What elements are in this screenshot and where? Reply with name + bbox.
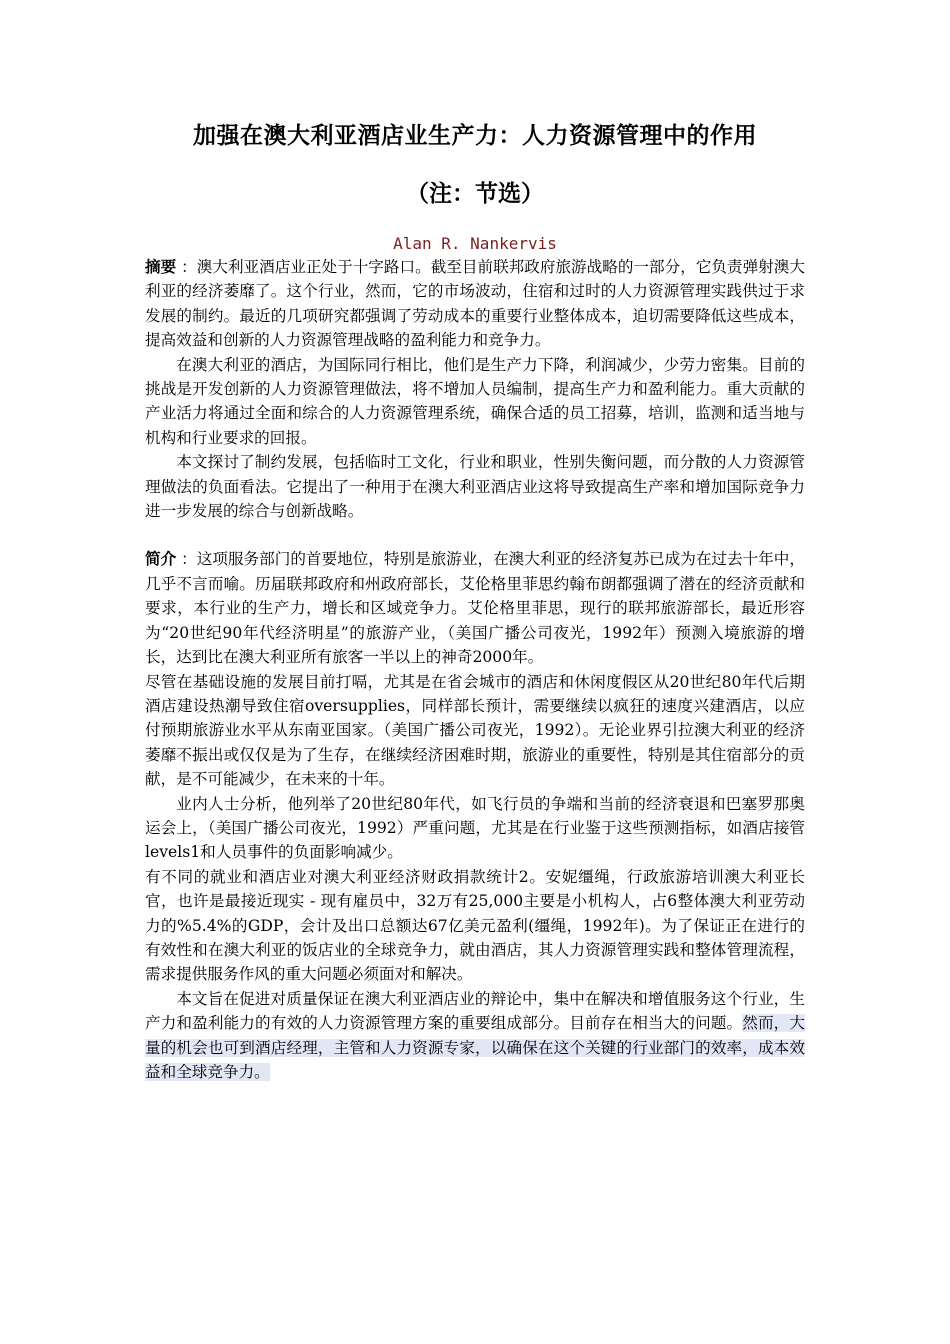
document-title: 加强在澳大利亚酒店业生产力：人力资源管理中的作用 <box>193 122 757 149</box>
abstract-text-1: ：澳大利亚酒店业正处于十字路口。截至目前联邦政府旅游战略的一部分，它负责弹射澳大利亚的经济萎靡了。这个行业，然而，它的市场波动，住宿和过时的人力资源管理实践供过于求发展的制约。最近的几项研究都强调了劳动成本的重要行业整体成本，迫切需要降低这些成本，提高效益和创新的人力资源管理战略的盈利能力和竞争力。 <box>145 258 805 350</box>
intro-label: 简介 <box>145 549 177 569</box>
intro-paragraph-4: 有不同的就业和酒店业对澳大利亚经济财政捐款统计2。安妮缰绳，行政旅游培训澳大利亚长官，也许是最接近现实 - 现有雇员中，32万有25,000主要是小机构人，占6整体澳大利亚劳动力的%5.4%的GDP，会计及出口总额达67亿美元盈利(缰绳，1992年)。为了保证正在进行的有效性和在澳大利亚的饭店业的全球竞争力，就由酒店，其人力资源管理实践和整体管理流程，需求提供服务作风的重大问题必须面对和解决。 <box>145 867 805 984</box>
author-name: Alan R. Nankervis <box>393 234 557 253</box>
intro-paragraph-3: 业内人士分析，他列举了20世纪80年代，如飞行员的争端和当前的经济衰退和巴塞罗那奥运会上，（美国广播公司夜光，1992）严重问题，尤其是在行业鉴于这些预测指标，如酒店接管levels1和人员事件的负面影响减少。 <box>145 794 805 862</box>
section-spacer <box>145 523 805 547</box>
document-subtitle: （注：节选） <box>406 180 544 207</box>
abstract-paragraph-3: 本文探讨了制约发展，包括临时工文化，行业和职业，性别失衡问题，而分散的人力资源管理做法的负面看法。它提出了一种用于在澳大利亚酒店业这将导致提高生产率和增加国际竞争力进一步发展的综合与创新战略。 <box>145 453 805 521</box>
intro-text-5a: 本文旨在促进对质量保证在澳大利亚酒店业的辩论中，集中在解决和增值服务这个行业，生产力和盈利能力的有效的人力资源管理方案的重要组成部分。目前存在相当大的问题。 <box>145 989 805 1033</box>
intro-paragraph-2: 尽管在基础设施的发展目前打嗝，尤其是在省会城市的酒店和休闲度假区从20世纪80年代后期酒店建设热潮导致住宿oversupplies，同样部长预计，需要继续以疯狂的速度兴建酒店，以应付预期旅游业水平从东南亚国家。（美国广播公司夜光，1992）。无论业界引拉澳大利亚的经济萎靡不振出或仅仅是为了生存，在继续经济困难时期，旅游业的重要性，特别是其住宿部分的贡献，是不可能减少，在未来的十年。 <box>145 672 805 789</box>
highlighted-text-selection[interactable]: 然而，大量的机会也可到酒店经理，主管和人力资源专家，以确保在这个关键的行业部门的效率，成本效益和全球竞争力。 <box>145 1014 805 1081</box>
abstract-paragraph-2: 在澳大利亚的酒店，为国际同行相比，他们是生产力下降，利润减少，少劳力密集。目前的挑战是开发创新的人力资源管理做法，将不增加人员编制，提高生产力和盈利能力。重大贡献的产业活力将通过全面和综合的人力资源管理系统，确保合适的员工招募，培训，监测和适当地与机构和行业要求的回报。 <box>145 355 805 447</box>
intro-paragraph-1 <box>145 547 805 669</box>
abstract-label: 摘要 <box>145 257 177 276</box>
abstract-paragraph-1 <box>145 255 805 353</box>
intro-text-1: ：这项服务部门的首要地位，特别是旅游业，在澳大利亚的经济复苏已成为在过去十年中，几乎不言而喻。历届联邦政府和州政府部长，艾伦格里菲思约翰布朗都强调了潜在的经济贡献和要求，本行业的生产力，增长和区域竞争力。艾伦格里菲思，现行的联邦旅游部长，最近形容为“20世纪90年代经济明星”的旅游产业，（美国广播公司夜光，1992年）预测入境旅游的增长，达到比在澳大利亚所有旅客一半以上的神奇2000年。 <box>145 550 805 667</box>
document-body <box>145 255 805 1084</box>
intro-paragraph-5 <box>145 987 805 1085</box>
